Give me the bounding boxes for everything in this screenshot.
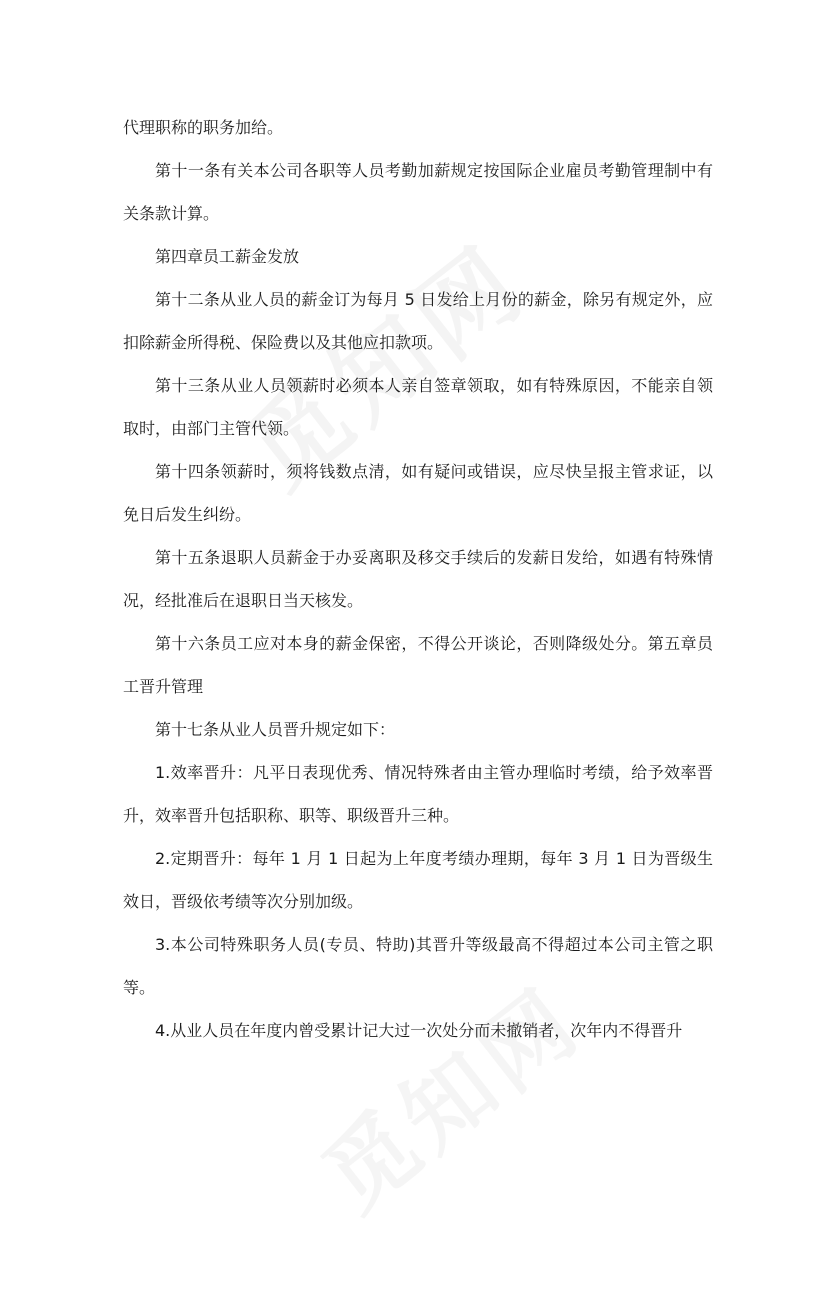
paragraph-13: 4.从业人员在年度内曾受累计记大过一次处分而未撤销者，次年内不得晋升: [155, 1021, 683, 1040]
paragraph-4: 第十二条从业人员的薪金订为每月 5 日发给上月份的薪金，除另有规定外，应扣除薪金所得税、保险费以及其他应扣款项。: [123, 290, 713, 352]
paragraph-9: 第十七条从业人员晋升规定如下：: [155, 720, 396, 739]
document-content: [123, 106, 713, 1052]
paragraph-5: 第十三条从业人员领薪时必须本人亲自签章领取，如有特殊原因，不能亲自领取时，由部门主管代领。: [123, 376, 713, 438]
paragraph-8: 第十六条员工应对本身的薪金保密，不得公开谈论，否则降级处分。第五章员工晋升管理: [123, 634, 713, 696]
paragraph-10: 1.效率晋升：凡平日表现优秀、情况特殊者由主管办理临时考绩，给予效率晋升，效率晋升包括职称、职等、职级晋升三种。: [123, 763, 713, 825]
paragraph-3: 第四章员工薪金发放: [155, 247, 300, 266]
paragraph-6: 第十四条领薪时，须将钱数点清，如有疑问或错误，应尽快呈报主管求证，以免日后发生纠纷。: [123, 462, 713, 524]
paragraph-1: 代理职称的职务加给。: [123, 118, 284, 137]
paragraph-11: 2.定期晋升：每年 1 月 1 日起为上年度考绩办理期，每年 3 月 1 日为晋级生效日，晋级依考绩等次分别加级。: [123, 849, 713, 911]
paragraph-2: 第十一条有关本公司各职等人员考勤加薪规定按国际企业雇员考勤管理制中有关条款计算。: [123, 161, 713, 223]
paragraph-7: 第十五条退职人员薪金于办妥离职及移交手续后的发薪日发给，如遇有特殊情况，经批准后在退职日当天核发。: [123, 548, 713, 610]
paragraph-12: 3.本公司特殊职务人员(专员、特助)其晋升等级最高不得超过本公司主管之职等。: [123, 935, 713, 997]
